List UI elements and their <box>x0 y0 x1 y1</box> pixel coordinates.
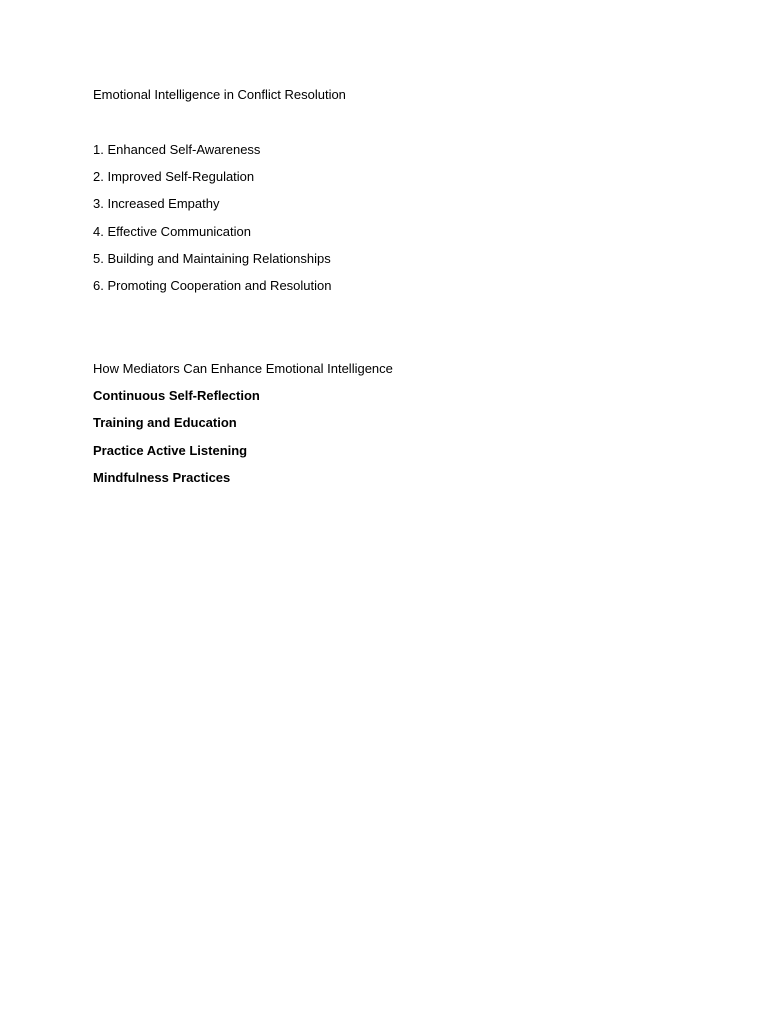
bold-item-mindfulness: Mindfulness Practices <box>93 470 231 485</box>
list-item-effective-communication: 4. Effective Communication <box>93 224 251 239</box>
list-item-enhanced-self-awareness: 1. Enhanced Self-Awareness <box>93 142 261 157</box>
list-item-building-relationships: 5. Building and Maintaining Relationships <box>93 251 331 266</box>
bold-item-active-listening: Practice Active Listening <box>93 443 248 458</box>
section-heading: How Mediators Can Enhance Emotional Intelligence <box>93 361 393 376</box>
list-item-promoting-cooperation: 6. Promoting Cooperation and Resolution <box>93 278 332 293</box>
bold-item-training-education: Training and Education <box>93 415 237 430</box>
bold-item-self-reflection: Continuous Self-Reflection <box>93 388 260 403</box>
list-item-increased-empathy: 3. Increased Empathy <box>93 196 220 211</box>
document-title: Emotional Intelligence in Conflict Resolution <box>93 87 346 102</box>
list-item-improved-self-regulation: 2. Improved Self-Regulation <box>93 169 255 184</box>
